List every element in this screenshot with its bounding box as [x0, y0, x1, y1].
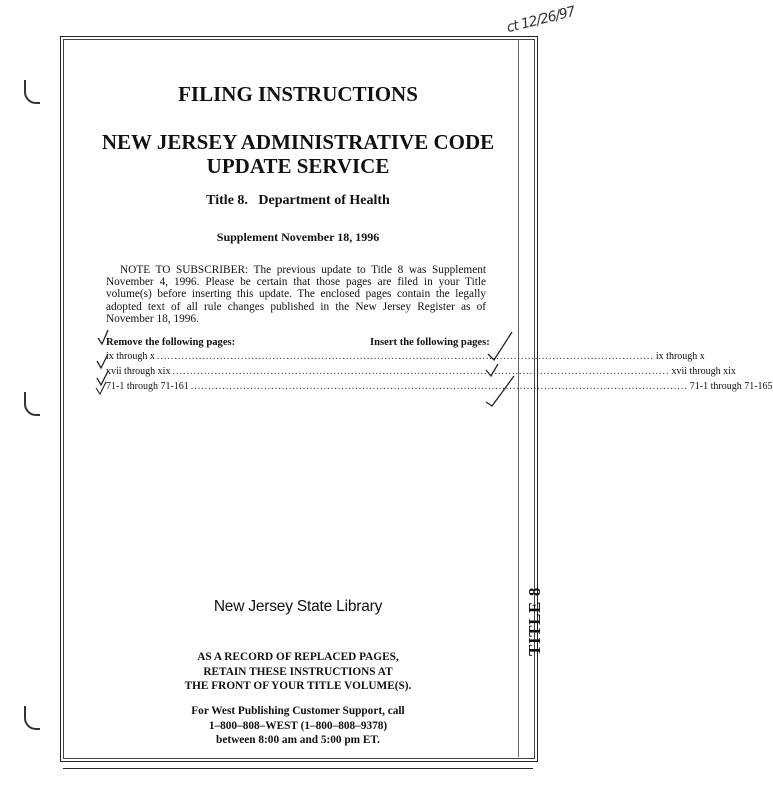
record-line: AS A RECORD OF REPLACED PAGES,	[197, 651, 399, 663]
binder-hole-top	[24, 80, 40, 104]
remove-range: 71-1 through 71-161	[106, 381, 189, 392]
customer-support-info	[60, 704, 536, 748]
handwritten-checkmarks-left-icon	[94, 328, 114, 400]
handwritten-checkmarks-right-icon	[484, 330, 518, 408]
subtitle-line-2: UPDATE SERVICE	[206, 154, 390, 178]
record-instructions	[60, 650, 536, 694]
support-hours: between 8:00 am and 5:00 pm ET.	[216, 734, 380, 747]
title-tab-label: TITLE 8	[525, 587, 544, 656]
binder-hole-middle	[24, 392, 40, 416]
handwritten-annotation: ct 12/26/97	[505, 3, 577, 37]
document-title: FILING INSTRUCTIONS	[178, 82, 418, 106]
binder-hole-bottom	[24, 706, 40, 730]
insert-range: ix through x	[655, 351, 705, 362]
dot-leader: ..............................................................................................................................................	[190, 381, 688, 392]
insert-range: xvii through xix	[671, 366, 736, 377]
note-text: NOTE TO SUBSCRIBER: The previous update to Title 8 was Supplement November 4, 1996. Please be certain that those pages are filed in your Title volume(s) before inserting this update. The enclosed pages contain the legally adopted text of all rule changes published in the New Jersey Register as of November 18, 1996.	[106, 264, 486, 325]
remove-range: ix through x	[106, 351, 155, 362]
page-row	[106, 381, 773, 392]
bottom-rule	[63, 768, 533, 769]
insert-range: 71-1 through 71-165	[689, 381, 773, 392]
remove-pages-header: Remove the following pages:	[106, 337, 236, 348]
support-line: For West Publishing Customer Support, call	[191, 705, 405, 717]
department-heading: Title 8. Department of Health	[206, 193, 390, 208]
subtitle-line-1: NEW JERSEY ADMINISTRATIVE CODE	[101, 130, 495, 154]
support-phone: 1–800–808–WEST (1–800–808–9378)	[208, 719, 388, 732]
dot-leader: ..............................................................................................................................................	[156, 351, 654, 362]
insert-pages-header: Insert the following pages:	[370, 337, 490, 348]
supplement-date: Supplement November 18, 1996	[216, 230, 380, 244]
note-to-subscriber	[106, 264, 486, 325]
library-stamp: New Jersey State Library	[213, 598, 383, 615]
document-subtitle	[60, 130, 536, 178]
page-row	[106, 351, 705, 362]
remove-range: xvii through xix	[106, 366, 171, 377]
page-row	[106, 366, 736, 377]
record-line: RETAIN THESE INSTRUCTIONS AT	[203, 665, 393, 678]
dot-leader: ..............................................................................................................................................	[172, 366, 670, 377]
record-line: THE FRONT OF YOUR TITLE VOLUME(S).	[184, 680, 412, 693]
